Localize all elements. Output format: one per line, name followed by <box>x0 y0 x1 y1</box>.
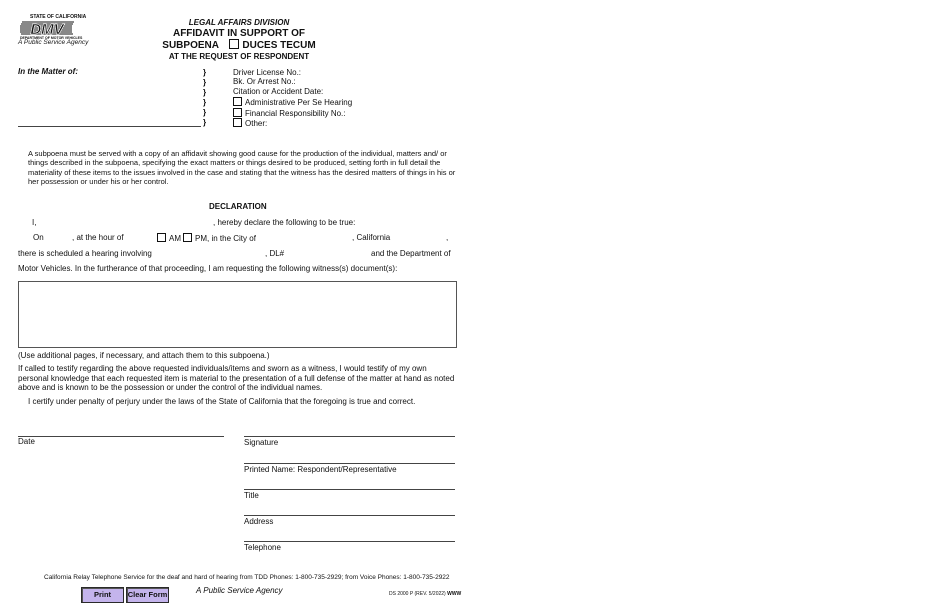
logo-text: DMV <box>30 21 64 38</box>
title-label: Title <box>244 491 259 500</box>
printed-name-field[interactable] <box>244 463 455 464</box>
clear-form-button[interactable] <box>126 587 169 603</box>
signature-label: Signature <box>244 438 279 447</box>
department-label: and the Department of <box>371 249 451 258</box>
relay-service-text: California Relay Telephone Service for the deaf and hard of hearing from TDD Phones: 1-800-735-2929; from Voice Phones: 1-800-735-2922 <box>44 574 450 581</box>
print-button-label: Print <box>93 590 112 599</box>
dl-label: , DL# <box>265 249 285 258</box>
title-field[interactable] <box>244 489 455 490</box>
hour-label: , at the hour of <box>72 233 124 242</box>
brace: } <box>203 98 207 107</box>
motor-vehicles-text: Motor Vehicles. In the furtherance of that proceeding, I am requesting the following witness(s) document(s): <box>18 264 398 273</box>
comma-label: , <box>446 233 449 242</box>
clear-form-button-label: Clear Form <box>127 590 168 599</box>
matter-label: In the Matter of: <box>18 67 78 76</box>
admin-hearing-checkbox[interactable] <box>233 97 242 106</box>
pm-checkbox[interactable] <box>183 233 192 242</box>
telephone-label: Telephone <box>244 543 281 552</box>
print-button[interactable] <box>81 587 124 603</box>
admin-hearing-option <box>233 97 352 107</box>
other-option <box>233 118 267 128</box>
am-checkbox[interactable] <box>157 233 166 242</box>
pm-city-label: PM, in the City of <box>195 234 256 243</box>
documents-textarea[interactable] <box>18 281 457 348</box>
on-label: On <box>33 233 44 242</box>
testify-paragraph: If called to testify regarding the above requested individuals/items and sworn as a witness, I would testify of my own personal knowledge that each requested item is material to the presentation of a full defense of the matter at hand as noted above and is known to be the possession or under the control of the individual names. <box>18 364 455 392</box>
date-field[interactable] <box>18 436 224 437</box>
form-id-number: DS 2000 P (REV. 5/2022) <box>389 591 446 597</box>
am-label: AM <box>169 234 181 243</box>
signature-field[interactable] <box>244 436 455 437</box>
brace: } <box>203 118 207 127</box>
logo-top-text: STATE OF CALIFORNIA <box>30 14 87 20</box>
matter-name-field[interactable] <box>18 126 201 127</box>
driver-license-label: Driver License No.: <box>233 68 302 77</box>
date-label: Date <box>18 437 35 446</box>
additional-pages-note: (Use additional pages, if necessary, and attach them to this subpoena.) <box>18 351 270 360</box>
affidavit-title: AFFIDAVIT IN SUPPORT OF <box>172 28 306 39</box>
arrest-number-label: Bk. Or Arrest No.: <box>233 77 296 86</box>
california-label: , California <box>352 233 391 242</box>
duces-tecum-checkbox[interactable] <box>229 39 239 49</box>
respondent-title: AT THE REQUEST OF RESPONDENT <box>168 52 310 61</box>
brace: } <box>203 68 207 77</box>
form-id <box>389 591 461 597</box>
duces-tecum-label: DUCES TECUM <box>242 40 316 51</box>
scheduled-label: there is scheduled a hearing involving <box>18 249 152 258</box>
financial-option <box>233 108 346 118</box>
footer-tagline: A Public Service Agency <box>196 586 283 595</box>
brace: } <box>203 108 207 117</box>
citation-date-label: Citation or Accident Date: <box>233 87 324 96</box>
address-field[interactable] <box>244 515 455 516</box>
declare-text: , hereby declare the following to be true: <box>213 218 356 227</box>
division-title: LEGAL AFFAIRS DIVISION <box>188 18 290 27</box>
brace: } <box>203 88 207 97</box>
intro-paragraph: A subpoena must be served with a copy of an affidavit showing good cause for the production of the individual, matters and/ or things described in the subpoena, specifying the exact matters or things desired to be produced, setting forth in full detail the materiality of these items to the issues involved in the case and stating that the witness has the desired matters of things in his or her possession or under his or her control. <box>28 149 456 186</box>
admin-hearing-label: Administrative Per Se Hearing <box>245 98 353 107</box>
agency-tagline: A Public Service Agency <box>18 39 89 46</box>
subpoena-label: SUBPOENA <box>162 40 219 51</box>
declaration-heading: DECLARATION <box>209 202 267 211</box>
other-checkbox[interactable] <box>233 118 242 127</box>
pm-option <box>183 233 256 243</box>
brace: } <box>203 78 207 87</box>
certify-statement: I certify under penalty of perjury under the laws of the State of California that the foregoing is true and correct. <box>28 397 416 406</box>
address-label: Address <box>244 517 274 526</box>
printed-name-label: Printed Name: Respondent/Representative <box>244 465 397 474</box>
subpoena-title <box>140 39 338 51</box>
am-option <box>157 233 181 243</box>
i-label: I, <box>32 218 37 227</box>
financial-label: Financial Responsibility No.: <box>245 109 346 118</box>
form-id-suffix: WWW <box>447 591 462 597</box>
logo-bottom-text: DEPARTMENT OF MOTOR VEHICLES <box>20 36 83 40</box>
other-label: Other: <box>245 119 268 128</box>
financial-checkbox[interactable] <box>233 108 242 117</box>
telephone-field[interactable] <box>244 541 455 542</box>
